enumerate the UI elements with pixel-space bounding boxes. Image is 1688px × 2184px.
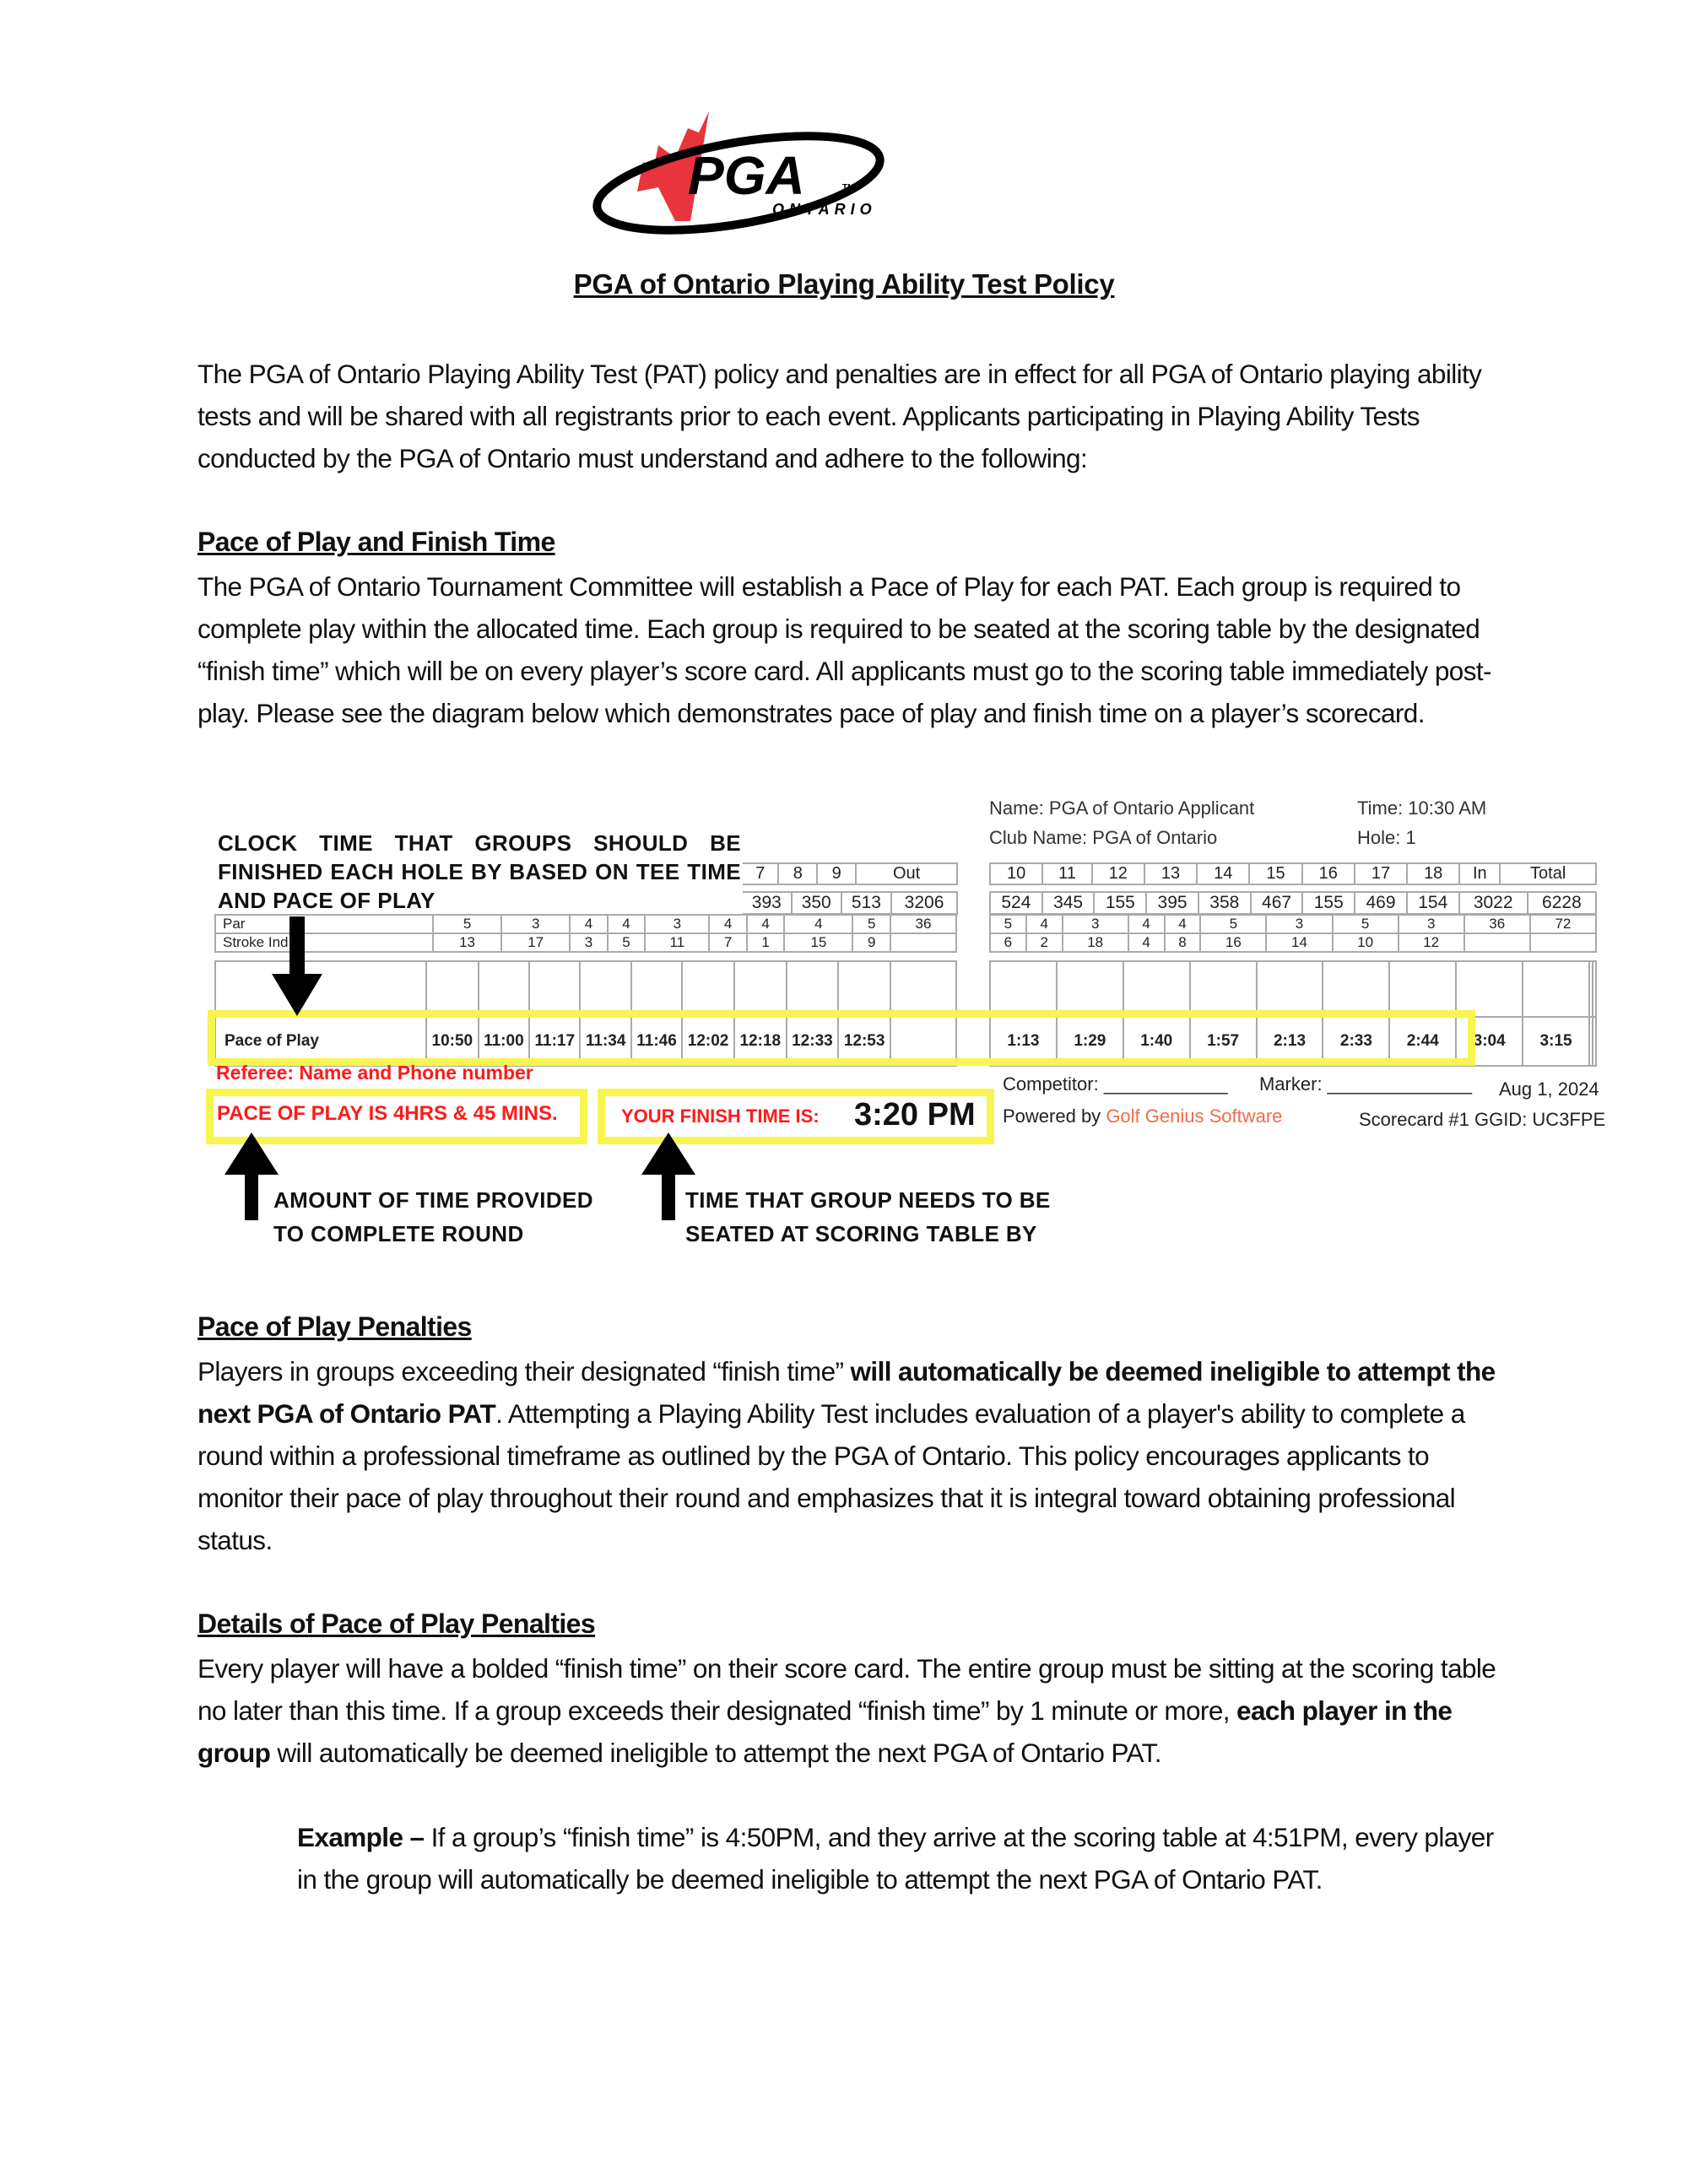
score-entry-cell — [1123, 961, 1190, 1017]
stroke-cell: 1 — [747, 933, 784, 952]
stroke-cell: 4 — [1128, 933, 1165, 952]
score-entry-cell — [1190, 961, 1257, 1017]
score-entry-cell — [1456, 961, 1523, 1017]
stroke-cell: 3 — [570, 933, 607, 952]
hole-cell: Total — [1500, 863, 1596, 884]
stroke-cell: 16 — [1200, 933, 1266, 952]
front-holes-header — [743, 862, 958, 885]
pace-row-highlight — [208, 1010, 1475, 1066]
example-label: Example – — [297, 1822, 425, 1852]
score-entry-cell — [529, 961, 580, 1017]
yard-cell: 395 — [1146, 892, 1198, 914]
yard-cell: 513 — [841, 892, 891, 914]
yard-cell: 155 — [1302, 892, 1355, 914]
yard-cell: 467 — [1251, 892, 1303, 914]
stroke-cell — [1530, 933, 1596, 952]
yard-cell: 350 — [792, 892, 841, 914]
hole-cell: 15 — [1249, 863, 1301, 884]
finish-time-value: 3:20 PM — [854, 1097, 976, 1133]
pace-time-cell: 3:04 — [1456, 1017, 1523, 1066]
stroke-cell: 17 — [501, 933, 570, 952]
stroke-cell: 8 — [1165, 933, 1201, 952]
annotation-seated-by: TIME THAT GROUP NEEDS TO BE SEATED AT SCORING TABLE BY — [685, 1187, 1051, 1246]
par-cell: 5 — [990, 915, 1026, 933]
pace-time-cell: 11:00 — [479, 1017, 529, 1066]
yard-cell: 393 — [743, 892, 792, 914]
scorecard-date: Aug 1, 2024 — [1499, 1078, 1599, 1100]
stroke-cell: 15 — [784, 933, 852, 952]
hole-cell: 16 — [1302, 863, 1355, 884]
par-cell: 4 — [709, 915, 746, 933]
pace-time-cell: 1:29 — [1057, 1017, 1123, 1066]
score-entry-cell — [631, 961, 682, 1017]
par-cell: 3 — [1063, 915, 1128, 933]
pga-ontario-logo — [591, 95, 895, 238]
par-cell: 4 — [570, 915, 607, 933]
section-body-pace-finish: The PGA of Ontario Tournament Committee will establish a Pace of Play for each PAT. Each group is required to complete play within the allocated time. Each group is required to be seated at the scoring table by the designated “finish time” which will be on every player’s score card. All applicants must go to the scoring table immediately post-play. Please see the diagram below which demonstrates pace of play and finish time on a player’s scorecard. — [197, 571, 1491, 728]
stroke-cell: 14 — [1266, 933, 1332, 952]
stroke-cell: 12 — [1399, 933, 1464, 952]
pace-time-cell: 11:34 — [580, 1017, 630, 1066]
stroke-cell: 11 — [645, 933, 709, 952]
par-cell: 4 — [608, 915, 645, 933]
section-body-details — [197, 1647, 1497, 1774]
section-heading-pace-finish: Pace of Play and Finish Time — [197, 527, 555, 557]
pace-total-text: PACE OF PLAY IS 4HRS & 45 MINS. — [217, 1102, 558, 1125]
par-cell: 36 — [890, 915, 956, 933]
score-entry-cell — [990, 961, 1057, 1017]
par-cell: 4 — [784, 915, 852, 933]
pace-time-cell: 10:50 — [426, 1017, 479, 1066]
stroke-cell: 10 — [1333, 933, 1399, 952]
yard-cell: 155 — [1094, 892, 1146, 914]
par-cell: 3 — [1399, 915, 1464, 933]
score-entry-cell — [1057, 961, 1123, 1017]
score-entry-cell — [1389, 961, 1456, 1017]
par-cell: 5 — [1200, 915, 1266, 933]
pace-time-cell: 3:15 — [1523, 1017, 1589, 1066]
stroke-cell: 7 — [709, 933, 746, 952]
pace-label: Pace of Play — [215, 1017, 426, 1066]
hole-cell: 12 — [1092, 863, 1144, 884]
pace-time-cell: 1:57 — [1190, 1017, 1257, 1066]
score-entry-cell — [1523, 961, 1589, 1017]
yard-cell: 3206 — [891, 892, 957, 914]
score-entry-cell — [1323, 961, 1389, 1017]
yard-cell: 358 — [1198, 892, 1251, 914]
par-cell: 3 — [645, 915, 709, 933]
score-entry-cell — [890, 961, 956, 1017]
pace-time-cell: 1:13 — [990, 1017, 1057, 1066]
powered-by-label: Powered by — [1003, 1106, 1101, 1127]
score-entry-cell — [426, 961, 479, 1017]
arrow-down-icon — [268, 916, 327, 1018]
par-cell: 4 — [747, 915, 784, 933]
club-name: Club Name: PGA of Ontario — [989, 827, 1218, 848]
yard-cell: 524 — [990, 892, 1042, 914]
stroke-cell: 5 — [608, 933, 645, 952]
pace-time-cell — [1593, 1017, 1596, 1066]
hole-cell: 14 — [1197, 863, 1249, 884]
pace-time-cell: 2:44 — [1389, 1017, 1456, 1066]
hole-cell: 18 — [1407, 863, 1459, 884]
hole-cell: 17 — [1355, 863, 1407, 884]
score-entry-cell — [479, 961, 529, 1017]
pace-time-cell: 12:02 — [682, 1017, 734, 1066]
section-heading-penalties: Pace of Play Penalties — [197, 1311, 472, 1342]
body-text: Players in groups exceeding their designated “finish time” — [197, 1356, 851, 1387]
back-par-stroke-table — [989, 914, 1597, 953]
logo-text: PGA — [688, 145, 805, 206]
front-yards-row — [743, 891, 958, 915]
intro-paragraph: The PGA of Ontario Playing Ability Test (PAT) policy and penalties are in effect for all PGA of Ontario playing ability tests and will be shared with all registrants prior to each event. Applicants participating in Playing Ability Tests conducted by the PGA of Ontario must understand and adhere to the following: — [197, 359, 1482, 473]
pace-time-cell: 11:46 — [631, 1017, 682, 1066]
annotation-time-provided: AMOUNT OF TIME PROVIDED TO COMPLETE ROUND — [273, 1187, 593, 1246]
par-cell: 72 — [1530, 915, 1596, 933]
hole-cell: 11 — [1042, 863, 1091, 884]
par-cell: 5 — [852, 915, 890, 933]
section-body-penalties — [197, 1350, 1497, 1561]
score-entry-cell — [1593, 961, 1596, 1017]
stroke-cell: 9 — [852, 933, 890, 952]
body-bold-text: will automatically be deemed ineligible to attempt the next PGA of Ontario PAT — [197, 1356, 1496, 1429]
stroke-cell: 6 — [990, 933, 1026, 952]
pace-time-cell: 2:33 — [1323, 1017, 1389, 1066]
par-cell: 4 — [1128, 915, 1165, 933]
referee-info: Referee: Name and Phone number — [216, 1062, 533, 1084]
par-cell: 5 — [433, 915, 501, 933]
stroke-cell — [890, 933, 956, 952]
body-text: will automatically be deemed ineligible to attempt the next PGA of Ontario PAT. — [270, 1738, 1161, 1768]
body-bold-text: each player in the group — [197, 1695, 1453, 1768]
pace-time-cell: 12:53 — [838, 1017, 890, 1066]
logo-tm: TM — [842, 183, 855, 192]
marker-line: Marker: ______________ — [1259, 1073, 1472, 1095]
player-name: Name: PGA of Ontario Applicant — [989, 797, 1255, 819]
yard-cell: 345 — [1042, 892, 1095, 914]
par-cell: 3 — [1266, 915, 1332, 933]
stroke-cell: 13 — [433, 933, 501, 952]
par-cell: 3 — [501, 915, 570, 933]
section-heading-details: Details of Pace of Play Penalties — [197, 1608, 596, 1639]
logo-subtext: ONTARIO — [772, 201, 877, 218]
pace-time-cell: 12:33 — [787, 1017, 839, 1066]
powered-by — [1003, 1106, 1282, 1127]
tee-time: Time: 10:30 AM — [1357, 797, 1487, 819]
hole-cell: 8 — [778, 863, 817, 884]
hole-cell: 9 — [817, 863, 856, 884]
yard-cell: 3022 — [1459, 892, 1528, 914]
hole-cell: 13 — [1144, 863, 1197, 884]
example-text: If a group’s “finish time” is 4:50PM, and they arrive at the scoring table at 4:51PM, every player in the group will automatically be deemed ineligible to attempt the next PGA of Ontario PAT. — [297, 1822, 1494, 1895]
score-entry-cell — [1257, 961, 1323, 1017]
annotation-clock-time: CLOCK TIME THAT GROUPS SHOULD BE FINISHED EACH HOLE BY BASED ON TEE TIME AND PACE OF PLAY — [218, 830, 741, 913]
par-cell: 36 — [1464, 915, 1530, 933]
finish-time-label: YOUR FINISH TIME IS: — [621, 1106, 820, 1127]
hole-cell: In — [1459, 863, 1500, 884]
pace-time-cell: 12:18 — [734, 1017, 787, 1066]
back-holes-header — [989, 862, 1597, 885]
pace-time-cell: 11:17 — [529, 1017, 580, 1066]
back-yards-row — [989, 891, 1597, 915]
score-entry-cell — [734, 961, 787, 1017]
document-title: PGA of Ontario Playing Ability Test Policy — [573, 268, 1115, 300]
stroke-cell: 18 — [1063, 933, 1128, 952]
scorecard-id: Scorecard #1 GGID: UC3FPE — [1359, 1109, 1606, 1130]
score-entry-cell — [580, 961, 630, 1017]
hole-cell: 10 — [990, 863, 1042, 884]
score-entry-cell — [787, 961, 839, 1017]
golf-genius-link[interactable]: Golf Genius Software — [1106, 1106, 1283, 1127]
par-cell: 5 — [1333, 915, 1399, 933]
starting-hole: Hole: 1 — [1357, 827, 1416, 848]
pace-time-cell: 1:40 — [1123, 1017, 1190, 1066]
stroke-cell: 2 — [1026, 933, 1063, 952]
par-cell: 4 — [1165, 915, 1201, 933]
example-paragraph — [297, 1816, 1496, 1900]
body-text: . Attempting a Playing Ability Test includes evaluation of a player's ability to complete a round within a professional timeframe as outlined by the PGA of Ontario. This policy encourages applicants to monitor their pace of play throughout their round and emphasizes that it is integral toward obtaining professional status. — [197, 1398, 1465, 1555]
yard-cell: 154 — [1407, 892, 1459, 914]
hole-cell: Out — [856, 863, 957, 884]
stroke-cell — [1464, 933, 1530, 952]
body-text: Every player will have a bolded “finish time” on their score card. The entire group must be sitting at the scoring table no later than this time. If a group exceeds their designated “finish time” by 1 minute or more, — [197, 1653, 1496, 1726]
par-cell: 4 — [1026, 915, 1063, 933]
par-label: Par — [215, 915, 433, 933]
hole-cell: 7 — [743, 863, 778, 884]
pace-time-cell: 2:13 — [1257, 1017, 1323, 1066]
yard-cell: 469 — [1355, 892, 1407, 914]
score-entry-cell — [682, 961, 734, 1017]
score-entry-cell — [838, 961, 890, 1017]
stroke-label: Stroke Ind — [215, 933, 433, 952]
competitor-line: Competitor: ____________ — [1003, 1073, 1228, 1095]
yard-cell: 6228 — [1528, 892, 1596, 914]
